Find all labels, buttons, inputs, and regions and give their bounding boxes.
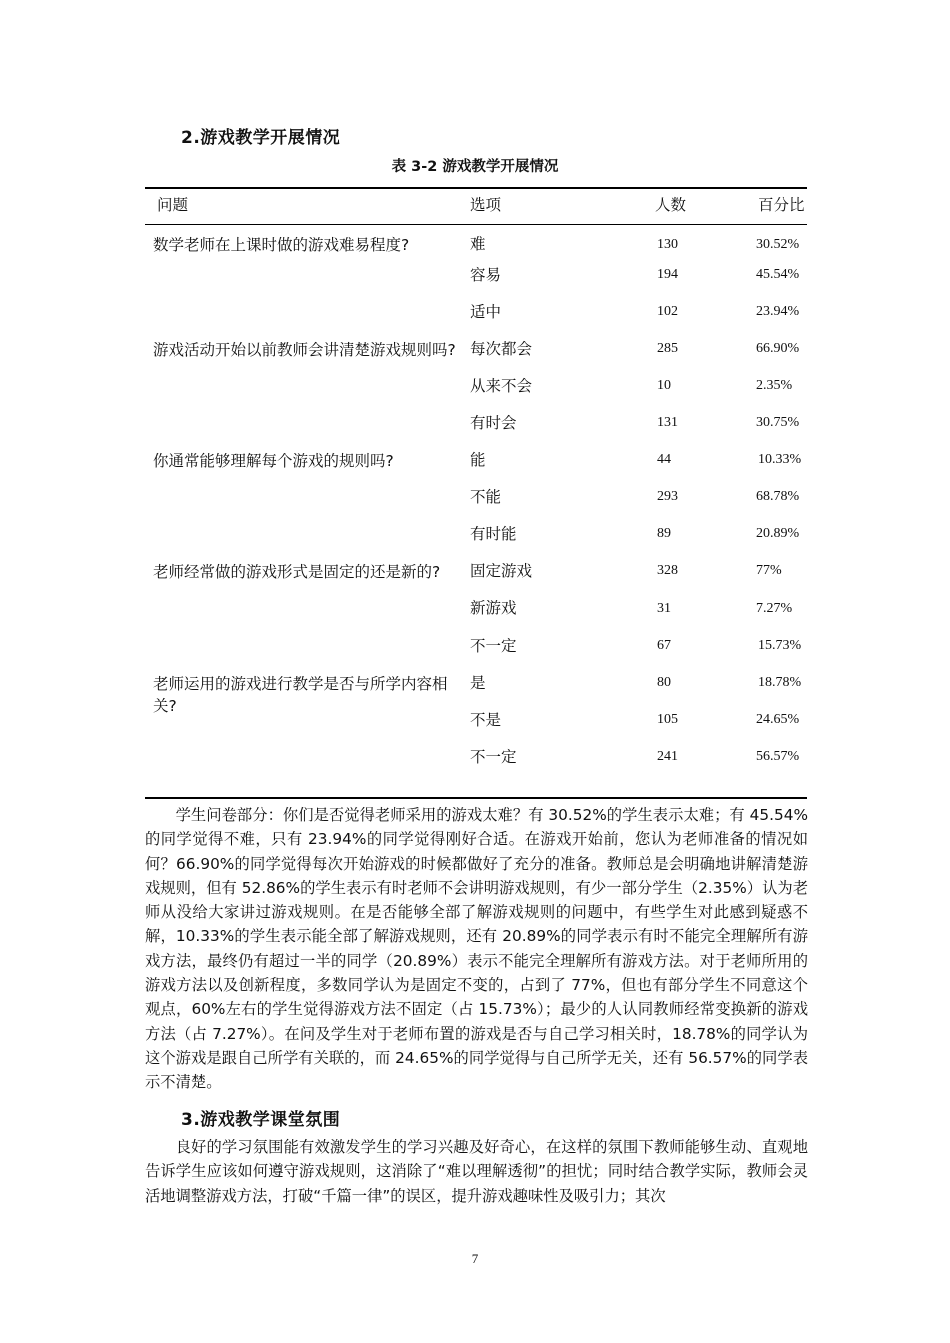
percent-cell: 24.65% xyxy=(756,712,800,727)
count-cell: 67 xyxy=(657,638,671,653)
body-paragraph xyxy=(145,803,808,1095)
option-cell: 适中 xyxy=(470,303,502,321)
option-cell: 不一定 xyxy=(470,748,517,766)
count-cell: 130 xyxy=(657,237,678,252)
percent-cell: 10.33% xyxy=(758,452,802,467)
table-header-rule xyxy=(145,224,807,225)
percent-cell: 56.57% xyxy=(756,749,800,764)
percent-cell: 23.94% xyxy=(756,304,800,319)
percent-cell: 30.75% xyxy=(756,415,800,430)
header-option: 选项 xyxy=(470,196,502,214)
count-cell: 89 xyxy=(657,526,671,541)
percent-cell: 45.54% xyxy=(756,267,800,282)
count-cell: 80 xyxy=(657,675,671,690)
question-cell: 你通常能够理解每个游戏的规则吗? xyxy=(153,452,394,470)
percent-cell: 15.73% xyxy=(758,638,802,653)
option-cell: 不是 xyxy=(470,711,502,729)
percent-cell: 18.78% xyxy=(758,675,802,690)
percent-cell: 68.78% xyxy=(756,489,800,504)
header-percent: 百分比 xyxy=(758,196,805,214)
question-cell: 数学老师在上课时做的游戏难易程度? xyxy=(153,236,410,254)
table-caption: 表 3-2 游戏教学开展情况 xyxy=(391,159,559,175)
count-cell: 328 xyxy=(657,563,678,578)
count-cell: 31 xyxy=(657,601,671,616)
count-cell: 131 xyxy=(657,415,678,430)
percent-cell: 2.35% xyxy=(756,378,793,393)
body-paragraph xyxy=(145,1135,808,1208)
count-cell: 105 xyxy=(657,712,678,727)
paragraph-survey-summary: 学生问卷部分：你们是否觉得老师采用的游戏太难？有 30.52%的学生表示太难；有 45.54%的同学觉得不难，只有 23.94%的同学觉得刚好合适。在游戏开始前，您认为老师准备的情况如何？66.90%的同学觉得每次开始游戏的时候都做好了充分的准备。教师总是会明确地讲解清楚游戏规则，但有 52.86%的学生表示有时老师不会讲明游戏规则，有少一部分学生（2.35%）认为老师从没给大家讲过游戏规则。在是否能够全部了解游戏规则的问题中，有些学生对此感到疑惑不解，10.33%的学生表示能全部了解游戏规则，还有 20.89%的同学表示有时不能完全理解所有游戏方法，最终仍有超过一半的同学（20.89%）表示不能完全理解所有游戏方法。对于老师所用的游戏方法以及创新程度，多数同学认为是固定不变的，占到了 77%，但也有部分学生不同意这个观点，60%左右的学生觉得游戏方法不固定（占 15.73%）；最少的人认同教师经常变换新的游戏方法（占 7.27%）。在问及学生对于老师布置的游戏是否与自己学习相关时，18.78%的同学认为这个游戏是跟自己所学有关联的，而 24.65%的同学觉得与自己所学无关，还有 56.57%的同学表示不清楚。 xyxy=(145,806,808,1092)
table-top-rule xyxy=(145,187,807,189)
percent-cell: 7.27% xyxy=(756,601,793,616)
percent-cell: 20.89% xyxy=(756,526,800,541)
section-2-heading: 2.游戏教学开展情况 xyxy=(181,128,341,148)
option-cell: 有时能 xyxy=(470,525,517,543)
page-number: 7 xyxy=(471,1251,479,1266)
count-cell: 10 xyxy=(657,378,671,393)
option-cell: 每次都会 xyxy=(470,340,533,358)
count-cell: 293 xyxy=(657,489,678,504)
count-cell: 44 xyxy=(657,452,671,467)
count-cell: 102 xyxy=(657,304,678,319)
question-cell: 老师运用的游戏进行教学是否与所学内容相关? xyxy=(153,675,448,715)
question-cell: 老师经常做的游戏形式是固定的还是新的? xyxy=(153,563,441,581)
option-cell: 不能 xyxy=(470,488,502,506)
option-cell: 能 xyxy=(470,451,486,469)
table-bottom-rule xyxy=(145,797,807,799)
option-cell: 不一定 xyxy=(470,637,517,655)
option-cell: 从来不会 xyxy=(470,377,533,395)
percent-cell: 66.90% xyxy=(756,341,800,356)
header-question: 问题 xyxy=(157,196,189,214)
option-cell: 是 xyxy=(470,674,486,692)
question-cell: 游戏活动开始以前教师会讲清楚游戏规则吗? xyxy=(153,341,456,359)
section-3-heading: 3.游戏教学课堂氛围 xyxy=(181,1110,341,1130)
option-cell: 难 xyxy=(470,235,486,253)
percent-cell: 30.52% xyxy=(756,237,800,252)
option-cell: 新游戏 xyxy=(470,599,517,617)
option-cell: 有时会 xyxy=(470,414,517,432)
percent-cell: 77% xyxy=(756,563,782,578)
option-cell: 容易 xyxy=(470,266,502,284)
paragraph-classroom-atmosphere: 良好的学习氛围能有效激发学生的学习兴趣及好奇心，在这样的氛围下教师能够生动、直观地告诉学生应该如何遵守游戏规则，这消除了“难以理解透彻”的担忧；同时结合教学实际，教师会灵活地调整游戏方法，打破“千篇一律”的误区，提升游戏趣味性及吸引力；其次 xyxy=(145,1138,808,1205)
count-cell: 241 xyxy=(657,749,678,764)
header-count: 人数 xyxy=(655,196,687,214)
count-cell: 285 xyxy=(657,341,678,356)
option-cell: 固定游戏 xyxy=(470,562,533,580)
count-cell: 194 xyxy=(657,267,678,282)
